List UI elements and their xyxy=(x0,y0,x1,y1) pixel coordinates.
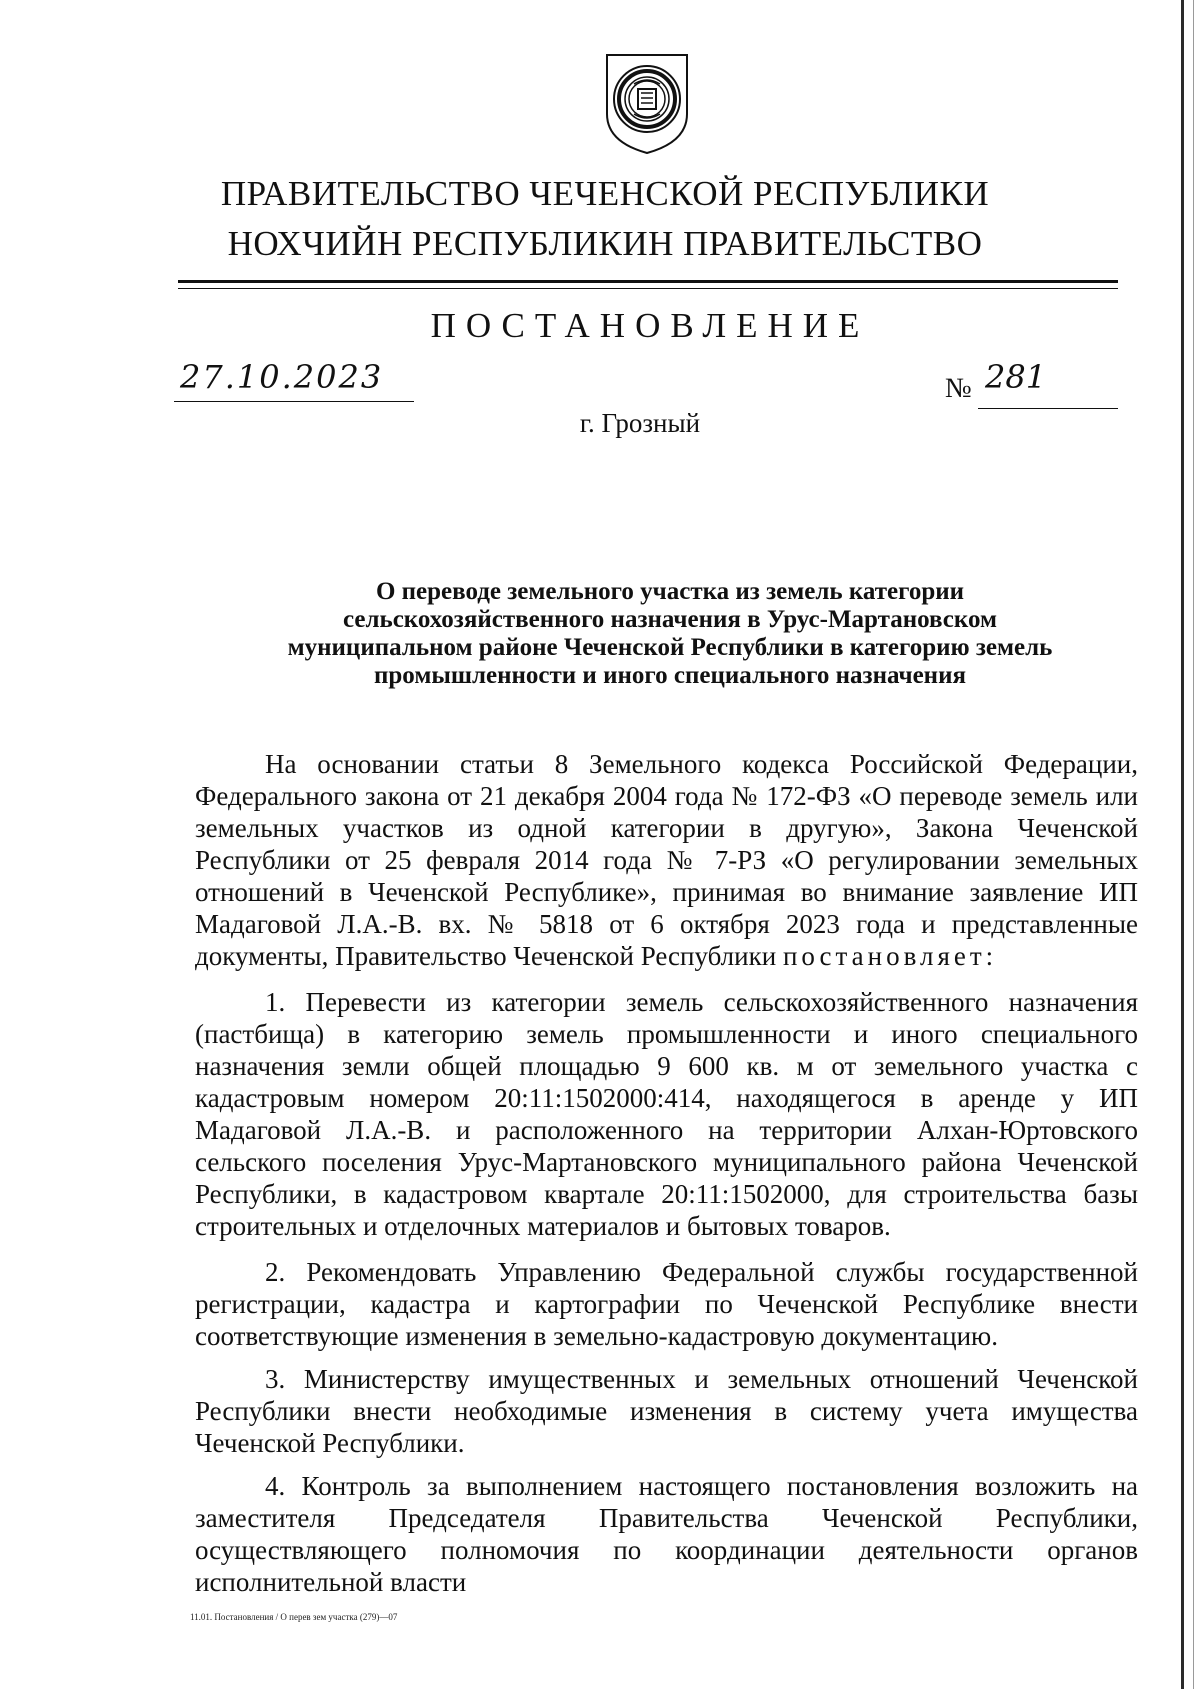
clause-3-text: 3. Министерству имущественных и земельных отношений Чеченской Республики внести необходимые изменения в систему учета имущества Чеченской Республики. xyxy=(195,1364,1138,1458)
subject-line: сельскохозяйственного назначения в Урус-Мартановском xyxy=(342,606,998,633)
clause-1 xyxy=(195,986,1138,1242)
decree-subject-heading xyxy=(190,578,1150,690)
footer-file-reference: 11.01. Постановления / О перев зем участка (279)—07 xyxy=(190,1612,398,1622)
clause-3 xyxy=(195,1363,1138,1459)
government-name-russian: ПРАВИТЕЛЬСТВО ЧЕЧЕНСКОЙ РЕСПУБЛИКИ xyxy=(220,174,990,213)
subject-line: промышленности и иного специального назначения xyxy=(373,662,967,689)
decree-number: 281 xyxy=(985,358,1047,396)
number-underline xyxy=(978,408,1118,409)
clause-2-text: 2. Рекомендовать Управлению Федеральной службы государственной регистрации, кадастра и картографии по Чеченской Республике внести соответствующие изменения в земельно-кадастровую документацию. xyxy=(195,1257,1138,1351)
number-sign: № xyxy=(945,373,972,404)
coat-of-arms-emblem-icon xyxy=(604,52,690,156)
preamble-text: На основании статьи 8 Земельного кодекса Российской Федерации, Федерального закона от 21 декабря 2004 года № 172-ФЗ «О переводе земель или земельных участков из одной категории в другую», Закона Чеченской Республики от 25 февраля 2014 года № 7-РЗ «О регулировании земельных отношений в Чеченской Республике», принимая во внимание заявление ИП Мадаговой Л.А.-В. вх. № 5818 от 6 октября 2023 года и представленные документы, Правительство Чеченской Республики xyxy=(195,749,1138,971)
decree-date: 27.10.2023 xyxy=(180,358,384,396)
government-name-chechen: НОХЧИЙН РЕСПУБЛИКИН ПРАВИТЕЛЬСТВО xyxy=(227,224,983,263)
clause-4 xyxy=(195,1470,1138,1598)
subject-line: О переводе земельного участка из земель категории xyxy=(375,578,965,605)
preamble-paragraph xyxy=(195,748,1138,972)
scan-edge-line-thin xyxy=(1193,0,1194,1689)
header-divider-thick xyxy=(178,280,1118,283)
date-underline xyxy=(174,401,414,402)
clause-2 xyxy=(195,1256,1138,1352)
city-name: г. Грозный xyxy=(579,408,701,438)
clause-1-text: 1. Перевести из категории земель сельскохозяйственного назначения (пастбища) в категорию земель промышленности и иного специального назначения земли общей площадью 9 600 кв. м от земельного участка с кадастровым номером 20:11:1502000:414, находящегося в аренде у ИП Мадаговой Л.А.-В. и расположенного на территории Алхан-Юртовского сельского поселения Урус-Мартановского муниципального района Чеченской Республики, в кадастровом квартале 20:11:1502000, для строительства базы строительных и отделочных материалов и бытовых товаров. xyxy=(195,987,1138,1241)
scan-edge-line xyxy=(1181,0,1184,1689)
resolves-word: постановляет: xyxy=(782,941,998,971)
header-divider-thin xyxy=(178,288,1118,289)
subject-line: муниципальном районе Чеченской Республики в категорию земель xyxy=(287,634,1053,661)
document-type-title: ПОСТАНОВЛЕНИЕ xyxy=(430,306,870,345)
clause-4-text: 4. Контроль за выполнением настоящего постановления возложить на заместителя Председателя Правительства Чеченской Республики, осуществляющего полномочия по координации деятельности органов исполнительной власти xyxy=(195,1471,1138,1597)
